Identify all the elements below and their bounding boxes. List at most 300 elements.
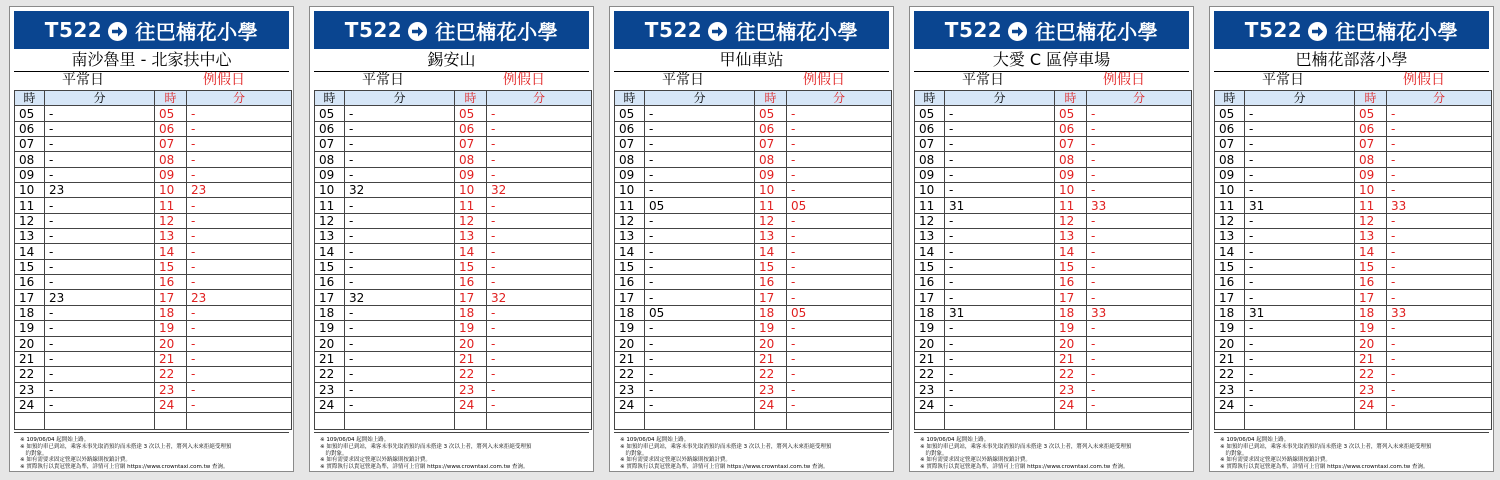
weekday-minute: - <box>645 397 755 412</box>
day-type-row <box>914 71 1189 90</box>
table-row <box>315 137 592 152</box>
holiday-hour: 12 <box>1055 213 1087 228</box>
note-line: ※ 如有需要求固定營運以外路線則按鎮計費。 <box>320 457 431 464</box>
weekday-hour: 15 <box>1215 259 1245 274</box>
weekday-minute: - <box>45 351 155 366</box>
weekday-minute: - <box>45 244 155 259</box>
weekday-minute-header: 分 <box>945 91 1055 106</box>
holiday-minute: 33 <box>1387 305 1492 320</box>
holiday-hour: 14 <box>755 244 787 259</box>
weekday-hour: 12 <box>15 213 45 228</box>
weekday-hour-header: 時 <box>15 91 45 106</box>
weekday-hour: 14 <box>615 244 645 259</box>
weekday-hour: 11 <box>315 198 345 213</box>
table-row <box>15 367 292 382</box>
holiday-hour: 11 <box>1055 198 1087 213</box>
weekday-hour: 14 <box>1215 244 1245 259</box>
weekday-minute: - <box>645 321 755 336</box>
holiday-minute: 33 <box>1087 198 1192 213</box>
holiday-hour: 19 <box>455 321 487 336</box>
table-row <box>15 290 292 305</box>
holiday-minute-header: 分 <box>187 91 292 106</box>
table-row <box>915 382 1192 397</box>
holiday-minute: 33 <box>1387 198 1492 213</box>
table-row <box>1215 321 1492 336</box>
table-row <box>315 259 592 274</box>
holiday-hour: 14 <box>1055 244 1087 259</box>
holiday-minute: - <box>787 321 892 336</box>
table-row <box>1215 167 1492 182</box>
weekday-minute: - <box>645 259 755 274</box>
weekday-hour: 12 <box>315 213 345 228</box>
holiday-hour: 15 <box>1355 259 1387 274</box>
table-row <box>15 275 292 290</box>
note-line: 約對象。 <box>1220 450 1248 457</box>
holiday-minute: - <box>187 259 292 274</box>
column-header-row <box>15 91 292 106</box>
weekday-minute: - <box>345 213 455 228</box>
weekday-minute: - <box>645 367 755 382</box>
holiday-minute: - <box>1087 351 1192 366</box>
holiday-minute: - <box>487 229 592 244</box>
holiday-hour: 08 <box>455 152 487 167</box>
holiday-hour: 16 <box>755 275 787 290</box>
weekday-minute: - <box>945 259 1055 274</box>
holiday-minute-header: 分 <box>787 91 892 106</box>
weekday-hour: 10 <box>1215 183 1245 198</box>
weekday-hour: 17 <box>15 290 45 305</box>
table-row <box>915 198 1192 213</box>
notes <box>1214 432 1489 471</box>
table-row <box>1215 244 1492 259</box>
weekday-minute: - <box>345 275 455 290</box>
table-row <box>315 152 592 167</box>
route-number: T522 <box>1244 18 1303 42</box>
weekday-hour: 07 <box>1215 137 1245 152</box>
holiday-hour: 24 <box>155 397 187 412</box>
holiday-minute: - <box>1387 167 1492 182</box>
weekday-hour: 19 <box>1215 321 1245 336</box>
holiday-hour: 14 <box>155 244 187 259</box>
holiday-minute: - <box>787 367 892 382</box>
holiday-minute: - <box>487 397 592 412</box>
table-row <box>1215 213 1492 228</box>
holiday-hour: 16 <box>1055 275 1087 290</box>
holiday-hour-header: 時 <box>755 91 787 106</box>
holiday-minute: - <box>787 336 892 351</box>
holiday-hour: 20 <box>155 336 187 351</box>
table-row <box>615 321 892 336</box>
holiday-hour: 08 <box>155 152 187 167</box>
holiday-hour: 09 <box>155 167 187 182</box>
table-row <box>615 367 892 382</box>
weekday-minute: 31 <box>945 305 1055 320</box>
holiday-minute: - <box>787 183 892 198</box>
route-header <box>914 11 1189 49</box>
holiday-hour: 23 <box>1055 382 1087 397</box>
weekday-minute: - <box>45 167 155 182</box>
weekday-minute: - <box>1245 229 1355 244</box>
holiday-hour: 05 <box>455 106 487 121</box>
weekday-minute: - <box>345 321 455 336</box>
holiday-hour: 11 <box>1355 198 1387 213</box>
weekday-hour: 13 <box>315 229 345 244</box>
holiday-minute: - <box>1087 367 1192 382</box>
weekday-hour: 11 <box>915 198 945 213</box>
weekday-hour: 23 <box>615 382 645 397</box>
weekday-hour: 17 <box>915 290 945 305</box>
weekday-minute: - <box>345 167 455 182</box>
weekday-hour-header: 時 <box>915 91 945 106</box>
table-row <box>915 305 1192 320</box>
holiday-minute: - <box>487 367 592 382</box>
table-row <box>615 336 892 351</box>
weekday-minute: - <box>45 321 155 336</box>
weekday-minute: - <box>45 259 155 274</box>
weekday-minute: - <box>345 259 455 274</box>
holiday-hour: 22 <box>155 367 187 382</box>
day-type-row <box>14 71 289 90</box>
holiday-minute: - <box>1387 213 1492 228</box>
weekday-hour: 09 <box>315 167 345 182</box>
holiday-hour: 23 <box>455 382 487 397</box>
weekday-minute: - <box>945 167 1055 182</box>
weekday-hour: 11 <box>15 198 45 213</box>
holiday-hour: 06 <box>155 121 187 136</box>
holiday-hour: 14 <box>1355 244 1387 259</box>
table-row <box>1215 367 1492 382</box>
holiday-hour: 13 <box>155 229 187 244</box>
weekday-minute: - <box>645 213 755 228</box>
holiday-minute: - <box>1387 290 1492 305</box>
timetable-card <box>9 6 294 472</box>
note-line: ※ 109/06/04 起開始上路。 <box>1220 437 1290 443</box>
holiday-hour: 21 <box>755 351 787 366</box>
holiday-minute: - <box>187 121 292 136</box>
table-row <box>1215 229 1492 244</box>
table-row <box>1215 275 1492 290</box>
weekday-minute: - <box>945 397 1055 412</box>
weekday-hour: 14 <box>15 244 45 259</box>
weekday-hour: 12 <box>615 213 645 228</box>
holiday-hour: 10 <box>1055 183 1087 198</box>
holiday-minute: - <box>1087 167 1192 182</box>
holiday-hour: 11 <box>455 198 487 213</box>
holiday-hour: 06 <box>1355 121 1387 136</box>
holiday-minute: - <box>1087 336 1192 351</box>
weekday-hour: 23 <box>315 382 345 397</box>
holiday-minute: - <box>1387 382 1492 397</box>
notes <box>614 432 889 471</box>
holiday-hour: 09 <box>455 167 487 182</box>
weekday-minute: - <box>1245 213 1355 228</box>
weekday-minute: - <box>1245 121 1355 136</box>
table-row <box>615 229 892 244</box>
holiday-minute: - <box>487 106 592 121</box>
weekday-hour: 05 <box>1215 106 1245 121</box>
weekday-hour: 20 <box>915 336 945 351</box>
table-row <box>1215 152 1492 167</box>
route-number: T522 <box>44 18 103 42</box>
holiday-minute: - <box>787 137 892 152</box>
table-row <box>915 321 1192 336</box>
holiday-minute: 32 <box>487 183 592 198</box>
weekday-minute: - <box>945 121 1055 136</box>
note-line: ※ 109/06/04 起開始上路。 <box>320 437 390 443</box>
stop-name: 巴楠花部落小學 <box>1214 49 1489 72</box>
timetable <box>1214 90 1492 430</box>
holiday-hour: 19 <box>1355 321 1387 336</box>
arrow-right-circle-icon <box>408 22 427 41</box>
table-row <box>1215 198 1492 213</box>
holiday-hour: 06 <box>755 121 787 136</box>
weekday-hour: 12 <box>1215 213 1245 228</box>
weekday-hour: 23 <box>915 382 945 397</box>
holiday-label: 例假日 <box>1103 72 1145 88</box>
holiday-minute: 32 <box>487 290 592 305</box>
holiday-hour: 18 <box>455 305 487 320</box>
note-line: ※ 實際執行以貴冠營運為準，詳情可上官網 https://www.crowntaxi.com.tw 查詢。 <box>920 464 1129 471</box>
holiday-minute: - <box>187 167 292 182</box>
table-row <box>15 106 292 121</box>
weekday-hour: 08 <box>615 152 645 167</box>
weekday-label: 平常日 <box>962 72 1004 88</box>
blank-row <box>615 413 892 430</box>
table-row <box>315 198 592 213</box>
weekday-minute: - <box>945 351 1055 366</box>
weekday-hour: 19 <box>615 321 645 336</box>
weekday-hour: 15 <box>615 259 645 274</box>
holiday-hour: 07 <box>1355 137 1387 152</box>
note-line: ※ 如預約車已到站，乘客未事先取消預約而未搭達 3 次以上者，將列入未來拒絕受理預 <box>320 443 532 450</box>
table-row <box>915 183 1192 198</box>
holiday-minute: - <box>1087 244 1192 259</box>
holiday-minute: - <box>1087 275 1192 290</box>
note-line: ※ 如預約車已到站，乘客未事先取消預約而未搭達 3 次以上者，將列入未來拒絕受理預 <box>20 443 232 450</box>
weekday-minute: - <box>1245 152 1355 167</box>
stop-name: 錫安山 <box>314 49 589 72</box>
weekday-minute-header: 分 <box>45 91 155 106</box>
holiday-label: 例假日 <box>203 72 245 88</box>
weekday-minute: - <box>1245 351 1355 366</box>
weekday-hour: 17 <box>615 290 645 305</box>
timetable <box>614 90 892 430</box>
holiday-hour: 07 <box>755 137 787 152</box>
blank-row <box>1215 413 1492 430</box>
weekday-hour: 07 <box>615 137 645 152</box>
weekday-minute-header: 分 <box>645 91 755 106</box>
weekday-minute: - <box>645 106 755 121</box>
column-header-row <box>315 91 592 106</box>
table-row <box>15 213 292 228</box>
weekday-minute: - <box>345 137 455 152</box>
weekday-hour: 16 <box>315 275 345 290</box>
note-line: 約對象。 <box>320 450 348 457</box>
holiday-minute: - <box>1087 397 1192 412</box>
holiday-hour: 17 <box>1055 290 1087 305</box>
holiday-minute: 05 <box>787 198 892 213</box>
table-row <box>615 397 892 412</box>
stop-name: 大愛 C 區停車場 <box>914 49 1189 72</box>
holiday-minute: - <box>187 137 292 152</box>
holiday-hour: 12 <box>1355 213 1387 228</box>
weekday-minute: - <box>45 152 155 167</box>
holiday-minute: - <box>1087 290 1192 305</box>
holiday-hour: 24 <box>755 397 787 412</box>
weekday-hour: 24 <box>915 397 945 412</box>
weekday-hour: 16 <box>1215 275 1245 290</box>
destination: 往巴楠花小學 <box>435 19 559 44</box>
note-line: ※ 109/06/04 起開始上路。 <box>920 437 990 443</box>
holiday-hour: 19 <box>155 321 187 336</box>
holiday-hour-header: 時 <box>455 91 487 106</box>
holiday-hour: 23 <box>755 382 787 397</box>
holiday-minute: - <box>1087 106 1192 121</box>
table-row <box>915 167 1192 182</box>
weekday-hour: 14 <box>315 244 345 259</box>
weekday-minute: - <box>1245 183 1355 198</box>
holiday-label: 例假日 <box>803 72 845 88</box>
holiday-hour: 22 <box>1055 367 1087 382</box>
holiday-hour: 18 <box>1055 305 1087 320</box>
note-line: ※ 如有需要求固定營運以外路線則按鎮計費。 <box>620 457 731 464</box>
table-row <box>915 137 1192 152</box>
weekday-hour: 08 <box>15 152 45 167</box>
holiday-hour: 24 <box>1055 397 1087 412</box>
weekday-minute: 31 <box>1245 305 1355 320</box>
weekday-minute: - <box>345 106 455 121</box>
weekday-minute: - <box>345 351 455 366</box>
note-line: ※ 如有需要求固定營運以外路線則按鎮計費。 <box>20 457 131 464</box>
weekday-hour: 14 <box>915 244 945 259</box>
table-row <box>15 121 292 136</box>
weekday-minute: - <box>45 336 155 351</box>
notes <box>314 432 589 471</box>
table-row <box>1215 183 1492 198</box>
holiday-hour: 12 <box>755 213 787 228</box>
holiday-hour: 10 <box>455 183 487 198</box>
arrow-right-circle-icon <box>708 22 727 41</box>
holiday-hour-header: 時 <box>155 91 187 106</box>
holiday-minute: - <box>1387 321 1492 336</box>
weekday-hour: 18 <box>1215 305 1245 320</box>
weekday-hour: 06 <box>315 121 345 136</box>
holiday-hour: 13 <box>455 229 487 244</box>
weekday-minute: - <box>1245 367 1355 382</box>
weekday-minute: - <box>645 336 755 351</box>
holiday-minute: - <box>487 244 592 259</box>
holiday-hour: 15 <box>455 259 487 274</box>
holiday-minute: - <box>187 244 292 259</box>
weekday-hour: 24 <box>15 397 45 412</box>
holiday-minute: - <box>487 137 592 152</box>
note-line: ※ 實際執行以貴冠營運為準，詳情可上官網 https://www.crowntaxi.com.tw 查詢。 <box>20 464 229 471</box>
holiday-hour: 13 <box>1355 229 1387 244</box>
weekday-hour: 05 <box>615 106 645 121</box>
holiday-hour: 15 <box>155 259 187 274</box>
holiday-minute: - <box>1387 183 1492 198</box>
holiday-hour: 12 <box>455 213 487 228</box>
weekday-minute: - <box>1245 106 1355 121</box>
table-row <box>15 321 292 336</box>
stop-name: 南沙魯里 - 北家扶中心 <box>14 49 289 72</box>
holiday-minute: - <box>787 275 892 290</box>
weekday-minute: - <box>645 167 755 182</box>
holiday-hour: 20 <box>1055 336 1087 351</box>
weekday-hour: 16 <box>615 275 645 290</box>
weekday-label: 平常日 <box>62 72 104 88</box>
table-row <box>1215 290 1492 305</box>
holiday-hour: 21 <box>455 351 487 366</box>
holiday-hour: 11 <box>155 198 187 213</box>
holiday-hour: 07 <box>1055 137 1087 152</box>
holiday-hour: 20 <box>755 336 787 351</box>
weekday-hour: 09 <box>1215 167 1245 182</box>
weekday-minute: - <box>45 382 155 397</box>
holiday-hour: 08 <box>1355 152 1387 167</box>
weekday-hour: 24 <box>615 397 645 412</box>
table-row <box>615 213 892 228</box>
holiday-hour: 09 <box>755 167 787 182</box>
holiday-minute: - <box>787 167 892 182</box>
timetable-card <box>309 6 594 472</box>
holiday-hour: 13 <box>1055 229 1087 244</box>
weekday-hour: 20 <box>615 336 645 351</box>
table-row <box>15 152 292 167</box>
table-row <box>15 137 292 152</box>
weekday-hour: 20 <box>1215 336 1245 351</box>
table-row <box>315 367 592 382</box>
table-row <box>615 183 892 198</box>
table-row <box>915 290 1192 305</box>
note-line: ※ 實際執行以貴冠營運為準，詳情可上官網 https://www.crowntaxi.com.tw 查詢。 <box>620 464 829 471</box>
holiday-hour: 17 <box>455 290 487 305</box>
holiday-minute: - <box>187 152 292 167</box>
weekday-hour: 07 <box>15 137 45 152</box>
table-row <box>1215 106 1492 121</box>
weekday-hour: 09 <box>915 167 945 182</box>
holiday-hour: 12 <box>155 213 187 228</box>
weekday-label: 平常日 <box>662 72 704 88</box>
day-type-row <box>314 71 589 90</box>
table-row <box>615 275 892 290</box>
holiday-hour: 16 <box>1355 275 1387 290</box>
holiday-minute: - <box>487 121 592 136</box>
holiday-minute: - <box>787 213 892 228</box>
table-row <box>315 290 592 305</box>
weekday-hour: 20 <box>15 336 45 351</box>
weekday-minute: - <box>45 275 155 290</box>
holiday-minute-header: 分 <box>487 91 592 106</box>
note-line: ※ 實際執行以貴冠營運為準，詳情可上官網 https://www.crowntaxi.com.tw 查詢。 <box>1220 464 1429 471</box>
holiday-minute: - <box>487 259 592 274</box>
note-line: ※ 實際執行以貴冠營運為準，詳情可上官網 https://www.crowntaxi.com.tw 查詢。 <box>320 464 529 471</box>
weekday-hour: 19 <box>915 321 945 336</box>
weekday-hour: 22 <box>915 367 945 382</box>
holiday-hour: 13 <box>755 229 787 244</box>
holiday-minute: 23 <box>187 290 292 305</box>
weekday-hour: 12 <box>915 213 945 228</box>
holiday-minute: - <box>1087 137 1192 152</box>
table-row <box>1215 397 1492 412</box>
destination: 往巴楠花小學 <box>135 19 259 44</box>
table-row <box>615 167 892 182</box>
note-line: ※ 109/06/04 起開始上路。 <box>20 437 90 443</box>
timetable-card <box>1209 6 1494 472</box>
holiday-hour: 16 <box>155 275 187 290</box>
holiday-hour: 10 <box>755 183 787 198</box>
weekday-minute-header: 分 <box>345 91 455 106</box>
